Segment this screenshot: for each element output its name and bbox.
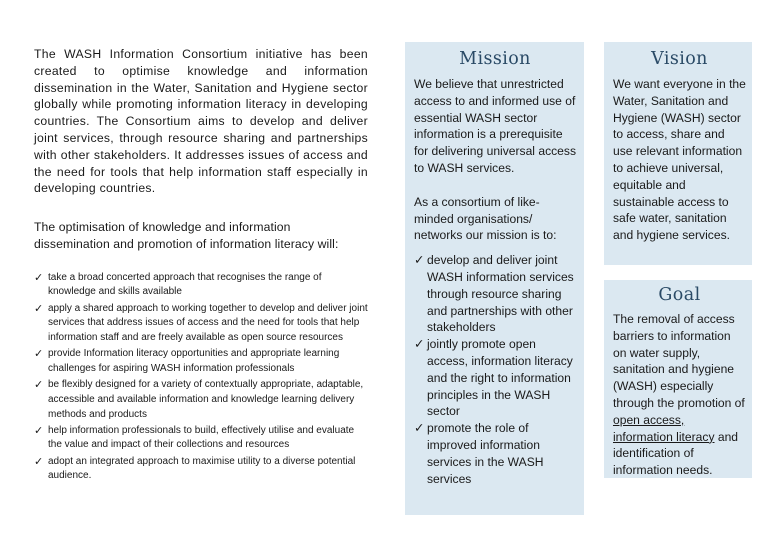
mission-title: Mission: [459, 49, 531, 69]
vision-panel: [604, 42, 752, 265]
mission-statement: We believe that unrestricted access to and informed use of essential WASH sector information is a prerequisite for delivering universal access to WASH services.: [414, 77, 576, 175]
list-item: ✓ be flexibly designed for a variety of contextually appropriate, adaptable, accessible and available information and knowledge learning delivery methods and products: [34, 379, 364, 420]
left-column: [34, 46, 368, 486]
checkmark-icon: ✓: [414, 253, 425, 268]
list-item: ✓ promote the role of improved information services in the WASH services: [414, 421, 544, 486]
mission-consortium-text: As a consortium of like-minded organisations/ networks our mission is to:: [414, 194, 557, 243]
checkmark-icon: ✓: [34, 271, 44, 284]
checkmark-icon: ✓: [34, 379, 44, 392]
checkmark-icon: ✓: [414, 421, 425, 436]
list-item: ✓ take a broad concerted approach that recognises the range of knowledge and skills available: [34, 271, 322, 298]
goal-panel: [604, 280, 752, 478]
goal-statement: The removal of access barriers to information on water supply, sanitation and hygiene (WASH) especially through the promotion of open access, information literacy and identification of information needs.: [613, 312, 745, 478]
mission-panel: [405, 42, 584, 515]
checkmark-icon: ✓: [34, 348, 44, 361]
checkmark-icon: ✓: [34, 424, 44, 437]
list-item: ✓ adopt an integrated approach to maximise utility to a diverse potential audience.: [34, 455, 356, 482]
intro-paragraph: The WASH Information Consortium initiative has been created to optimise knowledge and information dissemination in the Water, Sanitation and Hygiene sector globally while promoting information literacy in developing countries. The Consortium aims to develop and deliver joint services, through resource sharing and partnerships with other stakeholders. It addresses issues of access and the need for tools that help information staff especially in developing countries.: [34, 47, 368, 196]
vision-statement: We want everyone in the Water, Sanitation and Hygiene (WASH) sector to access, share and use relevant information to achieve universal, equitable and sustainable access to safe water, sanitation and hygiene services.: [613, 77, 746, 243]
vision-title: Vision: [651, 49, 708, 69]
list-item: ✓ help information professionals to build, effectively utilise and evaluate the value and impact of their collections and resources: [34, 424, 355, 451]
goal-title: Goal: [658, 285, 701, 305]
list-item: ✓ apply a shared approach to working together to develop and deliver joint services that address issues of access and the need for tools that help information staff and are freely available as open source resources: [34, 302, 368, 343]
goal-underlined-text: open access, information literacy: [613, 412, 715, 444]
checkmark-icon: ✓: [414, 337, 425, 352]
optimisation-list: [34, 271, 368, 484]
checkmark-icon: ✓: [34, 302, 44, 315]
optimisation-intro: The optimisation of knowledge and information dissemination and promotion of information literacy will:: [34, 220, 339, 251]
checkmark-icon: ✓: [34, 455, 44, 468]
list-item: ✓ develop and deliver joint WASH information services through resource sharing and partnerships with other stakeholders: [414, 253, 574, 335]
list-item: ✓ provide Information literacy opportunities and appropriate learning challenges for aspiring WASH information professionals: [34, 348, 340, 374]
mission-list: [414, 252, 576, 487]
list-item: ✓ jointly promote open access, information literacy and the right to information principles in the WASH sector: [414, 337, 573, 419]
